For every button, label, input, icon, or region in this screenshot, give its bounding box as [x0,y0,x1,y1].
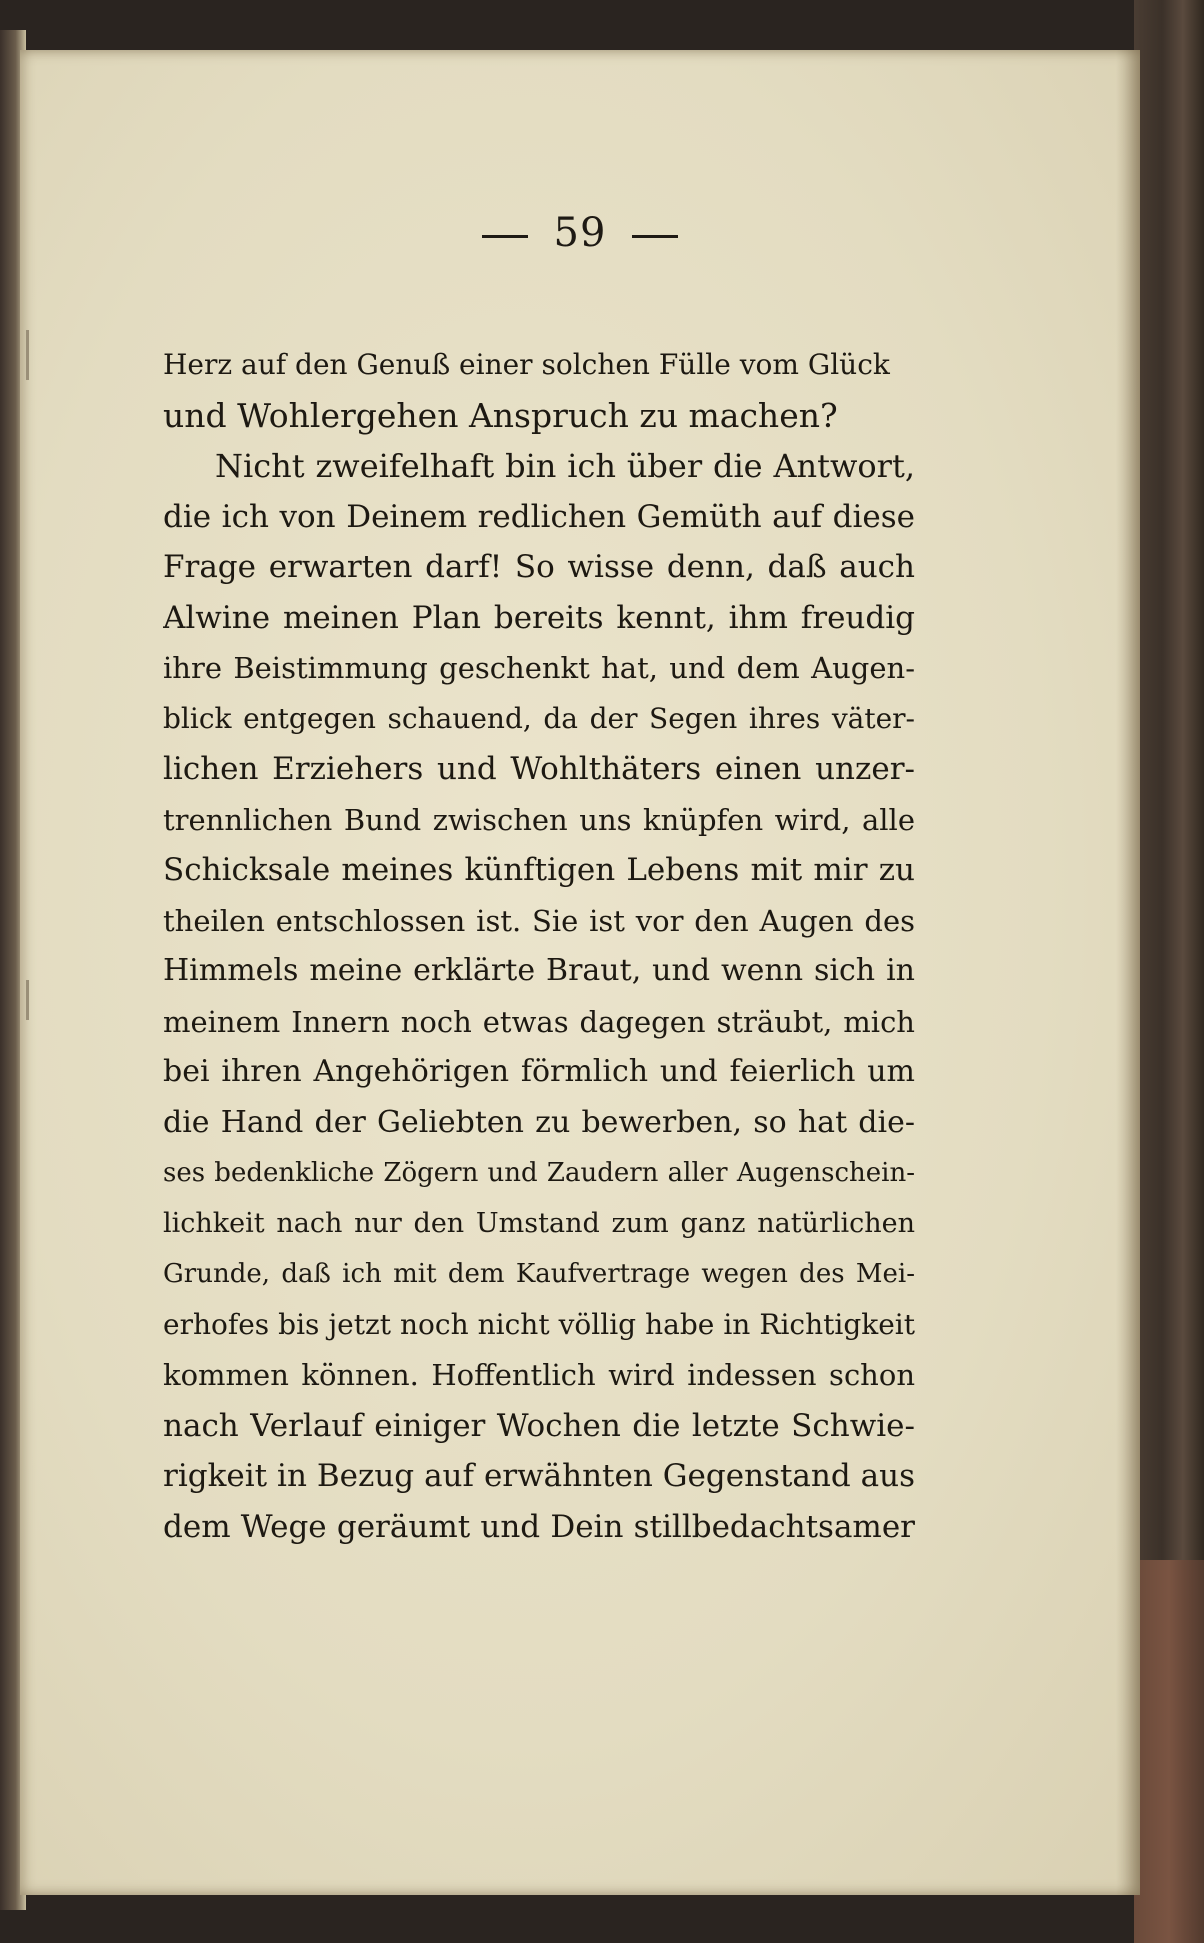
text-line: die ich von Deinem redlichen Gemüth auf diese [163,498,915,535]
text-line: ihre Beistimmung geschenkt hat, und dem Augen- [163,651,915,685]
header-dash-left [482,235,528,238]
text-line: theilen entschlossen ist. Sie ist vor den Augen des [163,903,915,938]
book-cover-right-lower [1134,1560,1204,1943]
text-line: blick entgegen schauend, da der Segen ihres väter- [163,701,915,735]
text-line: ses bedenkliche Zögern und Zaudern aller Augenschein- [163,1158,915,1188]
text-line: Schicksale meines künftigen Lebens mit mir zu [163,852,915,888]
text-line: kommen können. Hoffentlich wird indessen schon [163,1358,915,1392]
text-line: lichen Erziehers und Wohlthäters einen unzer- [163,751,915,787]
header-dash-right [632,235,678,238]
text-line: dem Wege geräumt und Dein stillbedachtsamer [163,1508,915,1545]
page-number: 59 [553,210,607,256]
page-curl-shadow [1116,50,1140,1895]
body-text [163,340,915,1552]
text-line: lichkeit nach nur den Umstand zum ganz natürlichen [163,1207,915,1239]
text-line: erhofes bis jetzt noch nicht völlig habe in Richtigkeit [163,1307,915,1341]
book-page [20,50,1140,1895]
text-line: meinem Innern noch etwas dagegen sträubt, mich [163,1004,915,1039]
margin-mark [26,330,29,380]
text-line: Grunde, daß ich mit dem Kaufvertrage wegen des Mei- [163,1259,915,1289]
text-line: die Hand der Geliebten zu bewerben, so hat die- [163,1104,915,1140]
text-line: Himmels meine erklärte Braut, und wenn sich in [163,953,915,988]
text-line: Frage erwarten darf! So wisse denn, daß auch [163,549,915,585]
margin-mark [26,980,29,1020]
text-line: trennlichen Bund zwischen uns knüpfen wird, alle [163,802,915,837]
text-line: nach Verlauf einiger Wochen die letzte Schwie- [163,1407,915,1444]
text-line: Nicht zweifelhaft bin ich über die Antwort, [215,447,915,485]
page-header [20,210,1140,256]
text-line: bei ihren Angehörigen förmlich und feierlich um [163,1054,915,1089]
text-line: Alwine meinen Plan bereits kennt, ihm freudig [163,599,915,636]
text-line: und Wohlergehen Anspruch zu machen? [163,395,838,435]
text-line: Herz auf den Genuß einer solchen Fülle vom Glück [163,348,890,381]
text-line: rigkeit in Bezug auf erwähnten Gegenstand aus [163,1458,915,1494]
